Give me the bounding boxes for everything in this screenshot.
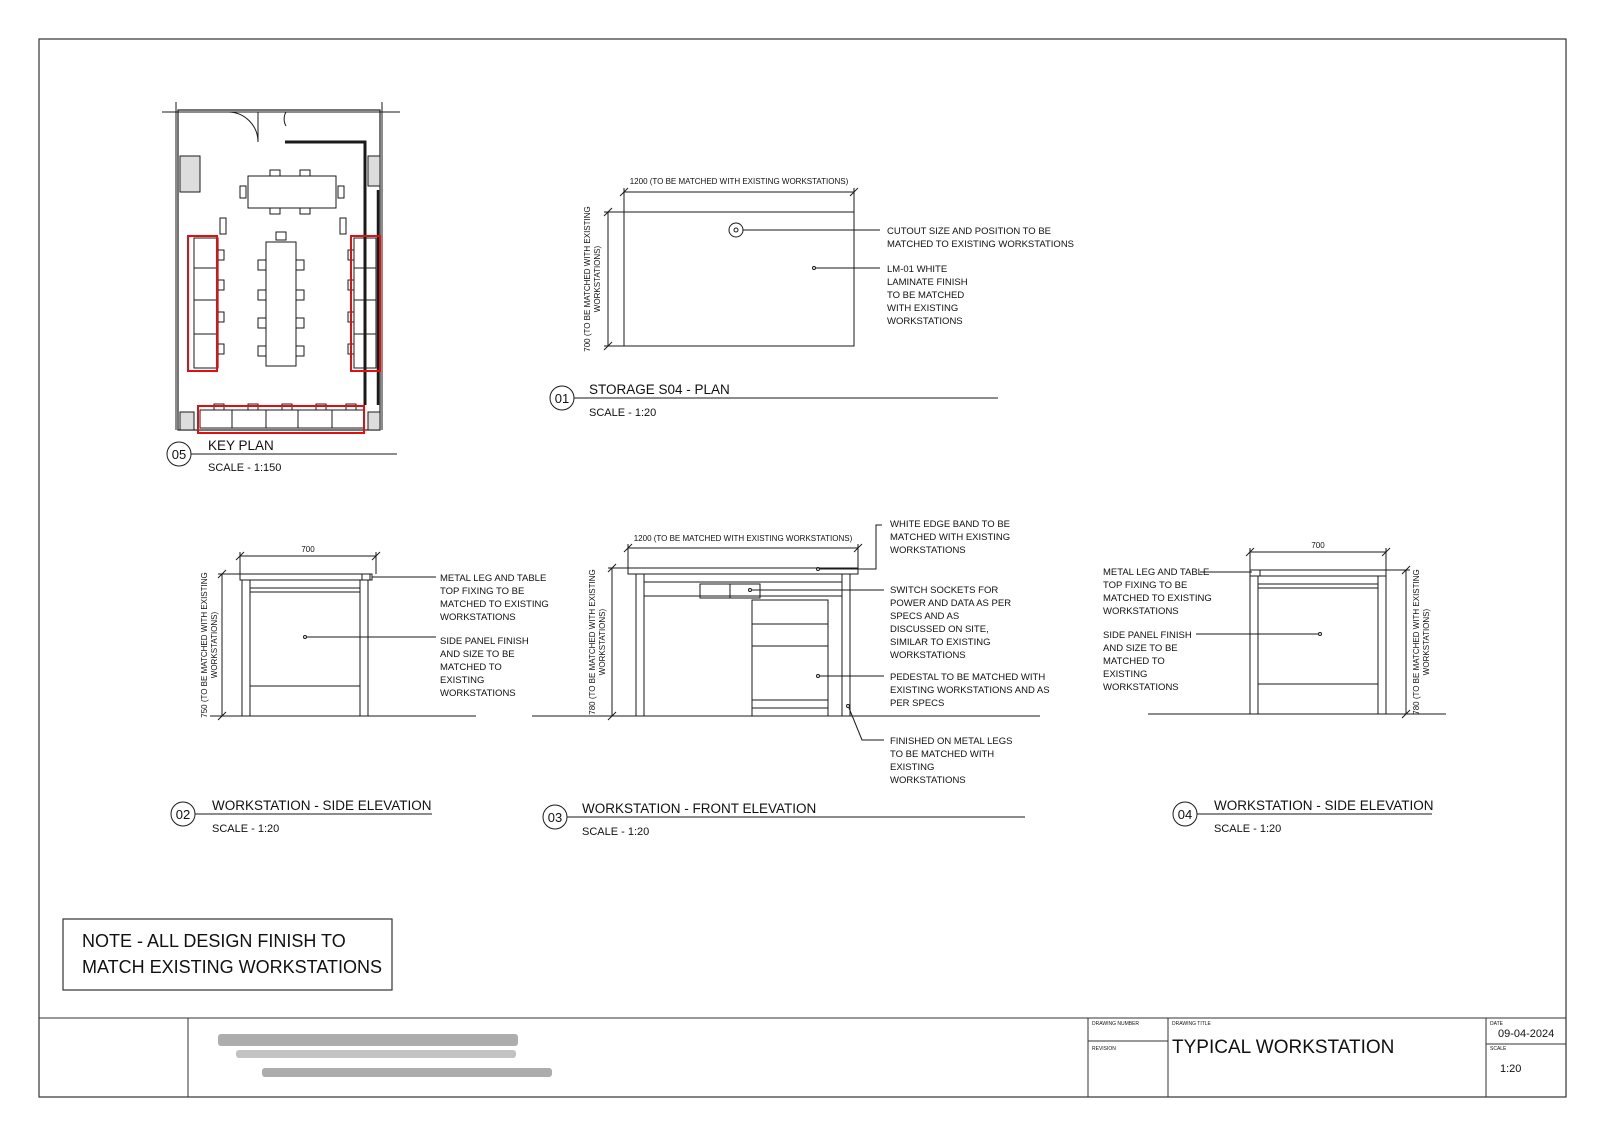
note-metal-leg (440, 573, 549, 623)
svg-text:MATCHED TO EXISTING: MATCHED TO EXISTING (440, 599, 549, 610)
svg-text:WORKSTATIONS: WORKSTATIONS (890, 545, 966, 556)
view-number: 05 (171, 447, 187, 462)
svg-text:WORKSTATIONS): WORKSTATIONS) (210, 611, 219, 679)
svg-text:WORKSTATIONS): WORKSTATIONS) (593, 245, 602, 313)
svg-text:METAL LEG AND TABLE: METAL LEG AND TABLE (1103, 567, 1210, 578)
svg-text:TOP FIXING TO BE: TOP FIXING TO BE (1103, 580, 1188, 591)
dimension-height (583, 206, 602, 352)
svg-text:WORKSTATIONS): WORKSTATIONS) (598, 608, 607, 676)
svg-text:WORKSTATIONS: WORKSTATIONS (890, 775, 966, 786)
svg-text:EXISTING: EXISTING (890, 762, 935, 773)
svg-text:01: 01 (554, 391, 570, 406)
key-plan-label (167, 438, 397, 474)
svg-text:WITH EXISTING: WITH EXISTING (887, 303, 959, 314)
note-box (63, 919, 392, 990)
svg-text:SWITCH SOCKETS FOR: SWITCH SOCKETS FOR (890, 585, 999, 596)
note-pedestal (890, 672, 1050, 709)
view-scale: SCALE - 1:150 (208, 462, 282, 474)
svg-text:DISCUSSED ON SITE,: DISCUSSED ON SITE, (890, 624, 989, 635)
svg-text:03: 03 (547, 810, 563, 825)
svg-text:EXISTING: EXISTING (1103, 669, 1148, 680)
svg-text:TO BE MATCHED: TO BE MATCHED (887, 290, 965, 301)
svg-text:WORKSTATION - SIDE ELEVATION: WORKSTATION - SIDE ELEVATION (212, 798, 432, 813)
svg-text:MATCHED TO EXISTING: MATCHED TO EXISTING (1103, 593, 1212, 604)
note-laminate (887, 264, 968, 327)
note-edge-band (890, 519, 1010, 556)
dimension-width: 1200 (TO BE MATCHED WITH EXISTING WORKSTATIONS) (633, 534, 853, 543)
svg-text:WORKSTATIONS: WORKSTATIONS (440, 612, 516, 623)
svg-text:MATCHED WITH EXISTING: MATCHED WITH EXISTING (890, 532, 1011, 543)
dimension-height (588, 569, 607, 715)
svg-text:SPECS AND AS: SPECS AND AS (890, 611, 960, 622)
note-side-panel (1103, 630, 1192, 693)
svg-text:PER SPECS: PER SPECS (890, 698, 945, 709)
note-metal-leg (1103, 567, 1212, 617)
svg-text:SIMILAR TO EXISTING: SIMILAR TO EXISTING (890, 637, 991, 648)
note-metal-legs (890, 736, 1012, 786)
svg-text:CUTOUT SIZE AND POSITION TO BE: CUTOUT SIZE AND POSITION TO BE (887, 226, 1051, 237)
date-value: 09-04-2024 (1498, 1028, 1555, 1040)
svg-text:AND SIZE TO BE: AND SIZE TO BE (1103, 643, 1178, 654)
side-elevation-left-label (171, 798, 432, 835)
drawing-number-label: DRAWING NUMBER (1092, 1021, 1140, 1027)
note-side-panel (440, 636, 529, 699)
svg-text:SIDE PANEL FINISH: SIDE PANEL FINISH (1103, 630, 1192, 641)
svg-text:AND SIZE TO BE: AND SIZE TO BE (440, 649, 515, 660)
view-title: KEY PLAN (208, 438, 274, 453)
svg-text:PEDESTAL TO BE MATCHED WITH: PEDESTAL TO BE MATCHED WITH (890, 672, 1046, 683)
svg-text:700 (TO BE MATCHED WITH EXISTI: 700 (TO BE MATCHED WITH EXISTING (583, 206, 592, 352)
storage-plan-label (550, 382, 998, 419)
scale-value: 1:20 (1500, 1063, 1522, 1075)
side-elevation-right-label (1173, 798, 1434, 835)
svg-text:04: 04 (1177, 807, 1193, 822)
company-logo (218, 1034, 552, 1077)
svg-text:TO BE MATCHED WITH: TO BE MATCHED WITH (890, 749, 995, 760)
svg-text:METAL LEG AND TABLE: METAL LEG AND TABLE (440, 573, 547, 584)
dimension-width: 700 (301, 545, 315, 554)
note-line: MATCH EXISTING WORKSTATIONS (82, 957, 383, 977)
drawing-title: TYPICAL WORKSTATION (1172, 1037, 1395, 1058)
svg-text:SCALE - 1:20: SCALE - 1:20 (212, 823, 280, 835)
svg-text:TOP FIXING TO BE: TOP FIXING TO BE (440, 586, 525, 597)
svg-text:SCALE - 1:20: SCALE - 1:20 (1214, 823, 1282, 835)
dimension-width: 1200 (TO BE MATCHED WITH EXISTING WORKSTATIONS) (629, 177, 849, 186)
svg-text:EXISTING: EXISTING (440, 675, 485, 686)
scale-label: SCALE (1490, 1046, 1507, 1052)
front-elevation-label (543, 801, 1025, 838)
note-line: NOTE - ALL DESIGN FINISH TO (82, 931, 346, 951)
svg-text:MATCHED TO: MATCHED TO (1103, 656, 1165, 667)
svg-text:WORKSTATION - FRONT ELEVATION: WORKSTATION - FRONT ELEVATION (582, 801, 817, 816)
svg-text:POWER AND DATA AS PER: POWER AND DATA AS PER (890, 598, 1012, 609)
side-elevation-left (210, 552, 476, 720)
svg-text:02: 02 (175, 807, 191, 822)
svg-text:WORKSTATIONS: WORKSTATIONS (1103, 682, 1179, 693)
svg-text:EXISTING WORKSTATIONS AND AS: EXISTING WORKSTATIONS AND AS (890, 685, 1050, 696)
drawing-title-label: DRAWING TITLE (1172, 1021, 1211, 1027)
revision-label: REVISION (1092, 1046, 1116, 1052)
svg-text:STORAGE S04 - PLAN: STORAGE S04 - PLAN (589, 382, 730, 397)
svg-text:WORKSTATIONS: WORKSTATIONS (1103, 606, 1179, 617)
svg-text:WORKSTATIONS): WORKSTATIONS) (1422, 608, 1431, 676)
svg-text:WHITE EDGE BAND TO BE: WHITE EDGE BAND TO BE (890, 519, 1011, 530)
storage-plan (604, 188, 880, 350)
svg-text:LM-01 WHITE: LM-01 WHITE (887, 264, 948, 275)
svg-text:WORKSTATIONS: WORKSTATIONS (887, 316, 963, 327)
svg-text:750 (TO BE MATCHED WITH EXIST: 750 (TO BE MATCHED WITH EXISTING (200, 572, 209, 718)
note-cutout (887, 226, 1074, 250)
svg-text:MATCHED TO: MATCHED TO (440, 662, 502, 673)
svg-text:780 (TO BE MATCHED WITH EXIST: 780 (TO BE MATCHED WITH EXISTING (588, 569, 597, 715)
date-label: DATE (1490, 1021, 1503, 1027)
svg-text:SIDE PANEL FINISH: SIDE PANEL FINISH (440, 636, 529, 647)
note-switch-sockets (890, 585, 1011, 661)
svg-text:MATCHED TO EXISTING WORKSTATIO: MATCHED TO EXISTING WORKSTATIONS (887, 239, 1075, 250)
dimension-width: 700 (1311, 541, 1325, 550)
svg-text:WORKSTATION - SIDE ELEVATION: WORKSTATION - SIDE ELEVATION (1214, 798, 1434, 813)
svg-text:WORKSTATIONS: WORKSTATIONS (890, 650, 966, 661)
dimension-height (200, 572, 219, 718)
svg-text:WORKSTATIONS: WORKSTATIONS (440, 688, 516, 699)
svg-text:780 (TO BE MATCHED WITH EXIST: 780 (TO BE MATCHED WITH EXISTING (1412, 569, 1421, 715)
svg-text:FINISHED ON METAL LEGS: FINISHED ON METAL LEGS (890, 736, 1013, 747)
svg-text:SCALE - 1:20: SCALE - 1:20 (589, 407, 657, 419)
svg-text:LAMINATE FINISH: LAMINATE FINISH (887, 277, 968, 288)
svg-text:SCALE - 1:20: SCALE - 1:20 (582, 826, 650, 838)
dimension-height (1412, 569, 1431, 715)
key-plan (162, 102, 400, 430)
highlight-left-desks (188, 236, 217, 371)
